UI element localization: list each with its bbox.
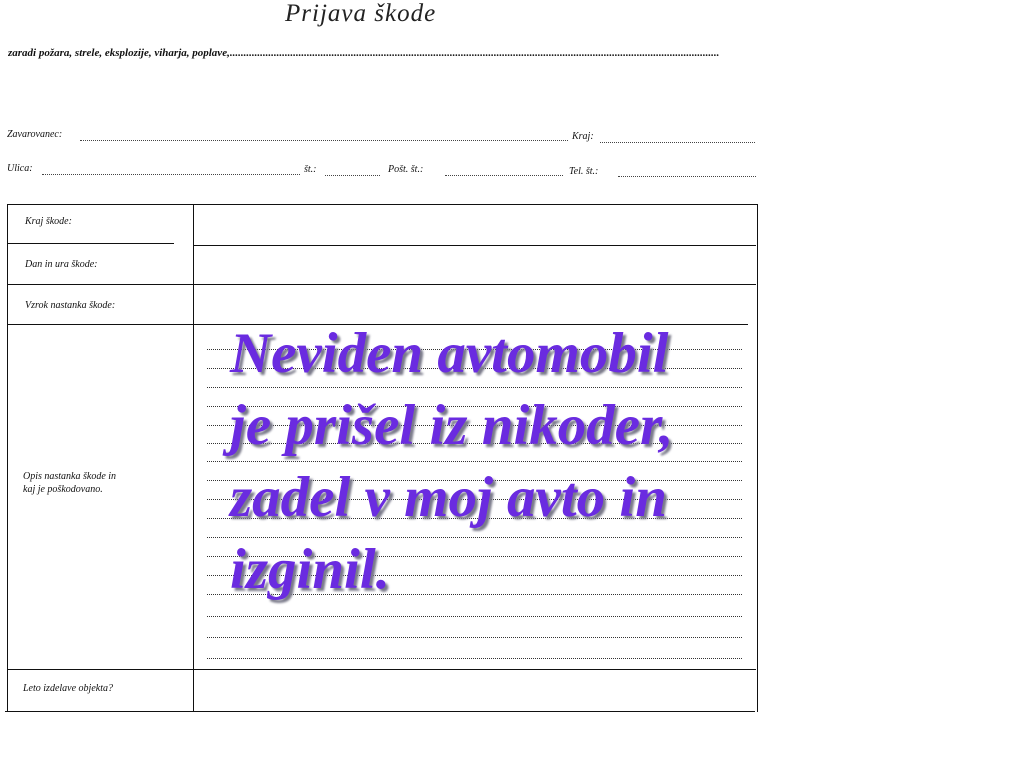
overlay-line-2: je prišel iz nikoder, <box>230 394 674 457</box>
form-title: Prijava škode <box>285 0 437 27</box>
form-subtitle <box>8 47 758 59</box>
ruled-line <box>207 637 742 638</box>
ruled-line <box>207 616 742 617</box>
label-zavarovanec: Zavarovanec: <box>7 129 63 140</box>
table-column-divider <box>193 204 194 711</box>
row-label-opis-line1: Opis nastanka škode in <box>23 471 117 482</box>
row-divider-2 <box>8 284 756 285</box>
field-st <box>325 175 380 176</box>
label-tel-st: Tel. št.: <box>569 166 599 177</box>
label-kraj: Kraj: <box>572 131 594 142</box>
table-bottom-border <box>5 711 755 712</box>
row-label-kraj-skode: Kraj škode: <box>25 216 72 227</box>
overlay-line-3: zadel v moj avto in <box>230 466 667 529</box>
field-post-st <box>445 175 563 176</box>
ruled-line <box>207 658 742 659</box>
field-kraj <box>600 142 755 143</box>
row-label-leto: Leto izdelave objekta? <box>23 683 113 694</box>
overlay-description-text <box>230 318 750 606</box>
row-divider-1-right <box>194 245 756 246</box>
row-divider-4 <box>8 669 756 670</box>
row-label-opis <box>23 470 116 496</box>
label-st: št.: <box>304 164 317 175</box>
row-label-dan-ura: Dan in ura škode: <box>25 259 98 270</box>
overlay-line-1: Neviden avtomobil <box>230 322 669 385</box>
field-zavarovanec <box>80 140 568 141</box>
row-label-opis-line2: kaj je poškodovano. <box>23 484 103 495</box>
field-tel-st <box>618 176 756 177</box>
row-divider-1-left <box>8 243 174 244</box>
field-ulica <box>42 174 300 175</box>
label-post-st: Pošt. št.: <box>388 164 424 175</box>
overlay-line-4: izginil. <box>230 538 390 601</box>
subtitle-dots: .................................................................................................................................................................................. <box>229 47 720 59</box>
row-label-vzrok: Vzrok nastanka škode: <box>25 300 116 311</box>
subtitle-text: zaradi požara, strele, eksplozije, viharja, poplave, <box>8 47 230 59</box>
label-ulica: Ulica: <box>7 163 33 174</box>
